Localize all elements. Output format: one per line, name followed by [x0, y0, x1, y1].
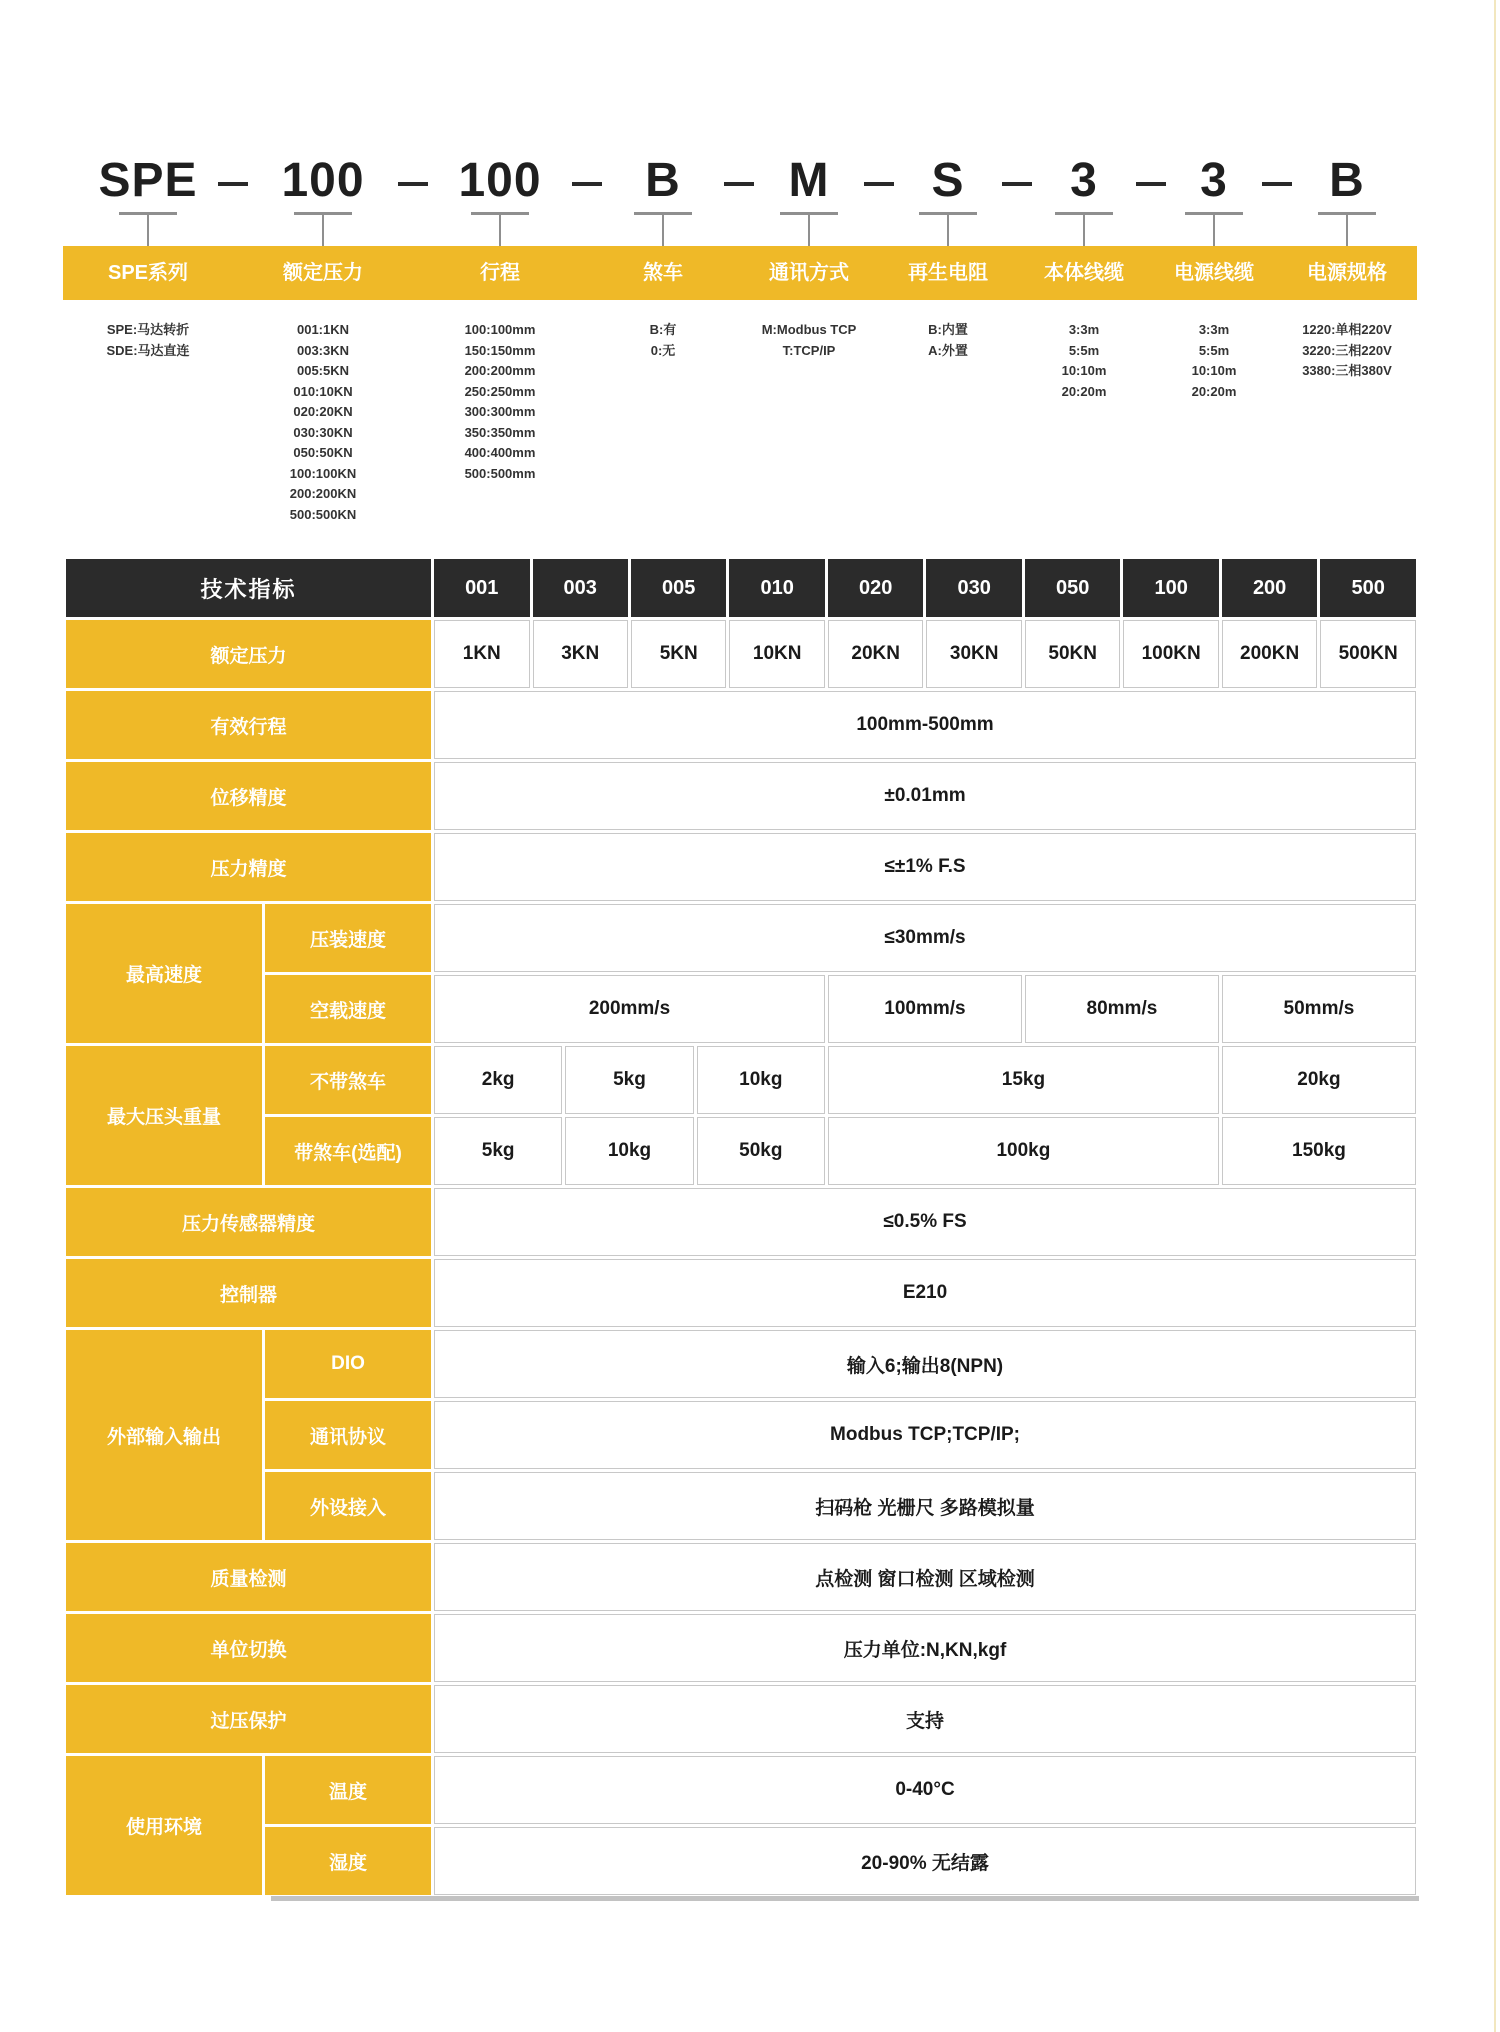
option-item: 100:100mm	[464, 322, 536, 337]
spec-value: 50kg	[697, 1117, 825, 1185]
option-item: 100:100KN	[289, 465, 357, 481]
spec-row	[66, 1472, 1416, 1540]
code-col-2	[233, 150, 413, 246]
spec-label: 单位切换	[66, 1614, 431, 1682]
spec-value: 压力单位:N,KN,kgf	[434, 1614, 1416, 1682]
code-col-8	[1151, 150, 1277, 246]
code-band-label: 再生电阻	[908, 262, 988, 284]
code-col-9	[1277, 150, 1417, 246]
code-text: S	[931, 154, 965, 207]
option-item: 20:20m	[1191, 383, 1237, 399]
code-options-col-2	[233, 320, 413, 525]
spec-row	[66, 620, 1416, 688]
spec-header-col: 500	[1320, 559, 1416, 617]
code-col-1	[63, 150, 233, 246]
spec-sublabel: 压装速度	[265, 904, 431, 972]
code-separator-dash	[398, 182, 428, 186]
spec-label: 质量检测	[66, 1543, 431, 1611]
model-code-diagram	[63, 150, 1417, 525]
spec-value: 100KN	[1123, 620, 1218, 688]
spec-sublabel: 空载速度	[265, 975, 431, 1043]
spec-label: 过压保护	[66, 1685, 431, 1753]
spec-value: 10kg	[565, 1117, 693, 1185]
spec-sublabel: 通讯协议	[265, 1401, 431, 1469]
spec-header-col: 020	[828, 559, 923, 617]
option-item: 200:200KN	[289, 486, 357, 501]
spec-sublabel: 带煞车(选配)	[265, 1117, 431, 1185]
spec-row	[66, 1117, 1416, 1185]
spec-value: 输入6;输出8(NPN)	[434, 1330, 1416, 1398]
option-item: 020:20KN	[293, 404, 353, 419]
spec-row	[66, 1756, 1416, 1824]
spec-value: 3KN	[533, 620, 628, 688]
option-item: 20:20m	[1061, 383, 1107, 399]
spec-row	[66, 975, 1416, 1043]
code-band-label: 本体线缆	[1044, 262, 1124, 284]
option-item: 3380:三相380V	[1302, 363, 1392, 378]
spec-header-col: 010	[729, 559, 824, 617]
code-stem-line	[662, 215, 664, 246]
option-item: 3220:三相220V	[1302, 342, 1392, 358]
spec-value: 支持	[434, 1685, 1416, 1753]
spec-value: 20-90% 无结露	[434, 1827, 1416, 1895]
spec-value: 0-40°C	[434, 1756, 1416, 1824]
option-item: SDE:马达直连	[106, 342, 190, 358]
option-item: 500:500KN	[289, 506, 357, 522]
code-options-col-8	[1151, 320, 1277, 525]
option-item: 003:3KN	[296, 342, 350, 358]
code-col-5	[739, 150, 879, 246]
spec-value: 扫码枪 光栅尺 多路模拟量	[434, 1472, 1416, 1540]
option-item: SPE:马达转折	[106, 322, 190, 337]
spec-row	[66, 1046, 1416, 1114]
spec-header-col: 050	[1025, 559, 1120, 617]
spec-table-section	[63, 556, 1419, 1901]
spec-value: 50mm/s	[1222, 975, 1416, 1043]
code-separator-dash	[864, 182, 894, 186]
spec-value: 5kg	[565, 1046, 693, 1114]
spec-label: 有效行程	[66, 691, 431, 759]
spec-sublabel: 湿度	[265, 1827, 431, 1895]
spec-value: 10kg	[697, 1046, 825, 1114]
option-item: T:TCP/IP	[782, 342, 836, 358]
code-text: B	[645, 154, 681, 207]
code-options-row	[63, 300, 1417, 525]
code-options-col-3	[413, 320, 587, 525]
spec-label: 压力传感器精度	[66, 1188, 431, 1256]
spec-header-col: 001	[434, 559, 529, 617]
option-item: 001:1KN	[296, 322, 350, 337]
code-options-col-7	[1017, 320, 1151, 525]
code-stem-line	[147, 215, 149, 246]
spec-value: ±0.01mm	[434, 762, 1416, 830]
option-item: 050:50KN	[293, 445, 353, 460]
code-text: 100	[458, 154, 542, 207]
code-band	[63, 246, 1417, 300]
spec-group-label: 使用环境	[66, 1756, 262, 1895]
spec-table	[63, 556, 1419, 1898]
spec-value: 200mm/s	[434, 975, 825, 1043]
option-item: 030:30KN	[293, 424, 353, 440]
code-separator-dash	[572, 182, 602, 186]
spec-value: 5KN	[631, 620, 726, 688]
code-stem-line	[947, 215, 949, 246]
code-stem-line	[322, 215, 324, 246]
spec-value: 100kg	[828, 1117, 1219, 1185]
option-item: 1220:单相220V	[1302, 322, 1392, 337]
option-item: 005:5KN	[296, 363, 350, 378]
code-options-col-1	[63, 320, 233, 525]
spec-header-title: 技术指标	[66, 559, 431, 617]
code-band-label: SPE系列	[107, 262, 189, 284]
option-item: 150:150mm	[464, 342, 536, 358]
spec-row	[66, 1330, 1416, 1398]
spec-header-col: 005	[631, 559, 726, 617]
spec-sublabel: 不带煞车	[265, 1046, 431, 1114]
option-item: 5:5m	[1068, 342, 1100, 358]
option-item: 350:350mm	[464, 424, 536, 440]
spec-group-label: 最大压头重量	[66, 1046, 262, 1185]
spec-value: 100mm/s	[828, 975, 1022, 1043]
spec-group-label: 最高速度	[66, 904, 262, 1043]
spec-row	[66, 762, 1416, 830]
spec-sublabel: 外设接入	[265, 1472, 431, 1540]
spec-row	[66, 1259, 1416, 1327]
spec-row	[66, 1614, 1416, 1682]
code-stem-line	[1083, 215, 1085, 246]
spec-value: 100mm-500mm	[434, 691, 1416, 759]
spec-label: 位移精度	[66, 762, 431, 830]
spec-value: ≤0.5% FS	[434, 1188, 1416, 1256]
option-item: 10:10m	[1061, 363, 1107, 378]
spec-group-label: 外部输入输出	[66, 1330, 262, 1540]
code-band-label: 行程	[480, 262, 520, 284]
code-row	[63, 150, 1417, 246]
spec-value: Modbus TCP;TCP/IP;	[434, 1401, 1416, 1469]
spec-row	[66, 1401, 1416, 1469]
code-options-col-5	[739, 320, 879, 525]
spec-header-row	[66, 559, 1416, 617]
code-text: SPE	[98, 154, 198, 207]
option-item: 3:3m	[1068, 322, 1100, 337]
code-band-label: 额定压力	[283, 262, 363, 284]
spec-value: 10KN	[729, 620, 824, 688]
code-band-label: 电源线缆	[1174, 262, 1254, 284]
code-band-label: 煞车	[643, 262, 683, 284]
spec-row	[66, 904, 1416, 972]
code-separator-dash	[1136, 182, 1166, 186]
spec-value: 1KN	[434, 620, 529, 688]
spec-label: 额定压力	[66, 620, 431, 688]
spec-value: E210	[434, 1259, 1416, 1327]
option-item: 200:200mm	[464, 363, 536, 378]
spec-row	[66, 1188, 1416, 1256]
code-col-6	[879, 150, 1017, 246]
spec-value: ≤30mm/s	[434, 904, 1416, 972]
spec-label: 控制器	[66, 1259, 431, 1327]
option-item: 10:10m	[1191, 363, 1237, 378]
code-col-4	[587, 150, 739, 246]
spec-row	[66, 833, 1416, 901]
option-item: 250:250mm	[464, 383, 536, 399]
option-item: 0:无	[650, 342, 676, 358]
code-band-label: 通讯方式	[769, 262, 849, 284]
option-item: 400:400mm	[464, 445, 536, 460]
spec-row	[66, 691, 1416, 759]
spec-row	[66, 1543, 1416, 1611]
code-separator-dash	[1262, 182, 1292, 186]
spec-header-col: 100	[1123, 559, 1218, 617]
spec-value: 500KN	[1320, 620, 1416, 688]
spec-header-col: 030	[926, 559, 1021, 617]
spec-sublabel: DIO	[265, 1330, 431, 1398]
code-separator-dash	[218, 182, 248, 186]
code-separator-dash	[724, 182, 754, 186]
code-col-7	[1017, 150, 1151, 246]
option-item: 500:500mm	[464, 465, 536, 481]
code-stem-line	[1346, 215, 1348, 246]
spec-value: 20KN	[828, 620, 923, 688]
code-text: B	[1329, 154, 1365, 207]
option-item: 010:10KN	[293, 383, 353, 399]
spec-value: 点检测 窗口检测 区域检测	[434, 1543, 1416, 1611]
spec-value: 30KN	[926, 620, 1021, 688]
code-options-col-4	[587, 320, 739, 525]
option-item: B:有	[649, 322, 677, 337]
code-options-col-9	[1277, 320, 1417, 525]
spec-value: 20kg	[1222, 1046, 1416, 1114]
spec-header-col: 200	[1222, 559, 1317, 617]
spec-row	[66, 1827, 1416, 1895]
option-item: M:Modbus TCP	[761, 322, 857, 337]
code-stem-line	[499, 215, 501, 246]
code-text: 3	[1070, 154, 1098, 207]
option-item: B:内置	[928, 322, 968, 337]
option-item: A:外置	[928, 342, 968, 358]
code-col-3	[413, 150, 587, 246]
spec-value: 50KN	[1025, 620, 1120, 688]
page-right-edge-line	[1494, 0, 1496, 2032]
spec-value: ≤±1% F.S	[434, 833, 1416, 901]
code-stem-line	[1213, 215, 1215, 246]
code-band-label: 电源规格	[1307, 262, 1387, 284]
code-text: 100	[281, 154, 365, 207]
code-options-col-6	[879, 320, 1017, 525]
spec-sublabel: 温度	[265, 1756, 431, 1824]
spec-value: 200KN	[1222, 620, 1317, 688]
option-item: 5:5m	[1198, 342, 1230, 358]
table-bottom-shadow	[271, 1896, 1419, 1901]
code-text: M	[788, 154, 830, 207]
spec-header-col: 003	[533, 559, 628, 617]
option-item: 3:3m	[1198, 322, 1230, 337]
spec-value: 5kg	[434, 1117, 562, 1185]
code-text: 3	[1200, 154, 1228, 207]
spec-value: 80mm/s	[1025, 975, 1219, 1043]
spec-value: 15kg	[828, 1046, 1219, 1114]
option-item: 300:300mm	[464, 404, 536, 419]
code-stem-line	[808, 215, 810, 246]
spec-value: 150kg	[1222, 1117, 1416, 1185]
spec-value: 2kg	[434, 1046, 562, 1114]
spec-row	[66, 1685, 1416, 1753]
code-separator-dash	[1002, 182, 1032, 186]
spec-label: 压力精度	[66, 833, 431, 901]
